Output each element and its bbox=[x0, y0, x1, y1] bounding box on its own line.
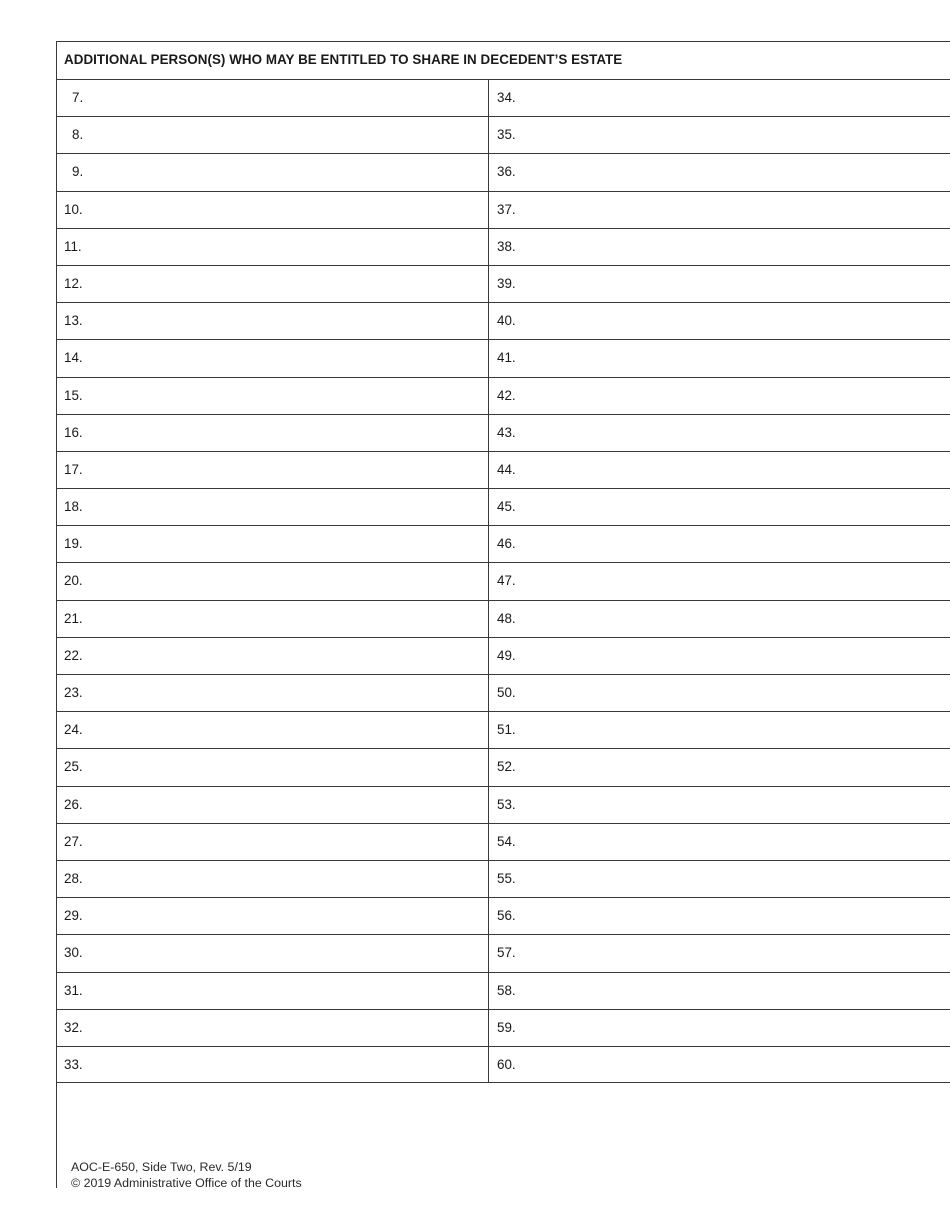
entry-number: 58. bbox=[497, 982, 516, 998]
entry-number: 33. bbox=[64, 1056, 83, 1072]
table-row bbox=[56, 488, 950, 525]
entry-field-left[interactable] bbox=[56, 1047, 489, 1082]
entry-field-right[interactable] bbox=[489, 340, 950, 376]
entry-number: 20. bbox=[64, 573, 83, 589]
entry-field-left[interactable] bbox=[56, 1010, 489, 1046]
entry-field-right[interactable] bbox=[489, 378, 950, 414]
entry-field-left[interactable] bbox=[56, 935, 489, 971]
entry-number: 8. bbox=[72, 127, 84, 143]
entry-number: 23. bbox=[64, 685, 83, 700]
entry-field-right[interactable] bbox=[489, 563, 950, 599]
entry-number: 25. bbox=[64, 759, 83, 775]
table-row bbox=[56, 191, 950, 228]
entry-field-left[interactable] bbox=[56, 154, 489, 190]
entry-field-left[interactable] bbox=[56, 266, 489, 302]
entry-number: 19. bbox=[64, 536, 83, 552]
entry-field-right[interactable] bbox=[489, 824, 950, 860]
form-footer bbox=[71, 1159, 302, 1191]
entry-number: 36. bbox=[497, 164, 516, 180]
entry-field-left[interactable] bbox=[56, 452, 489, 488]
entry-field-left[interactable] bbox=[56, 378, 489, 414]
entry-field-left[interactable] bbox=[56, 563, 489, 599]
entry-field-left[interactable] bbox=[56, 117, 489, 153]
entry-number: 46. bbox=[497, 536, 516, 552]
entry-field-left[interactable] bbox=[56, 787, 489, 823]
table-row bbox=[56, 786, 950, 823]
entry-field-right[interactable] bbox=[489, 229, 950, 265]
entry-number: 30. bbox=[64, 945, 83, 961]
entry-field-right[interactable] bbox=[489, 675, 950, 711]
entry-field-left[interactable] bbox=[56, 526, 489, 562]
entry-field-left[interactable] bbox=[56, 973, 489, 1009]
table-row bbox=[56, 153, 950, 190]
entry-number: 53. bbox=[497, 796, 516, 812]
table-row bbox=[56, 711, 950, 748]
table-row bbox=[56, 823, 950, 860]
entry-number: 38. bbox=[497, 238, 516, 254]
entry-field-right[interactable] bbox=[489, 452, 950, 488]
entry-number: 18. bbox=[64, 499, 83, 515]
entry-field-right[interactable] bbox=[489, 266, 950, 302]
section-title: ADDITIONAL PERSON(S) WHO MAY BE ENTITLED TO SHARE IN DECEDENT’S ESTATE bbox=[64, 52, 623, 67]
table-row bbox=[56, 748, 950, 785]
entry-number: 31. bbox=[64, 982, 83, 998]
entry-field-right[interactable] bbox=[489, 712, 950, 748]
entry-number: 15. bbox=[64, 387, 83, 403]
entry-field-right[interactable] bbox=[489, 638, 950, 674]
entry-number: 22. bbox=[64, 647, 83, 663]
entry-number: 10. bbox=[64, 201, 83, 217]
entry-number: 32. bbox=[64, 1019, 83, 1035]
entry-field-left[interactable] bbox=[56, 229, 489, 265]
entry-number: 40. bbox=[497, 313, 516, 329]
table-row bbox=[56, 525, 950, 562]
entry-number: 45. bbox=[497, 499, 516, 515]
entry-field-right[interactable] bbox=[489, 489, 950, 525]
entry-number: 26. bbox=[64, 796, 83, 812]
entry-field-left[interactable] bbox=[56, 340, 489, 376]
entry-number: 9. bbox=[72, 164, 84, 180]
entry-number: 41. bbox=[497, 350, 516, 366]
table-row bbox=[56, 637, 950, 674]
entry-number: 12. bbox=[64, 275, 83, 291]
entry-field-right[interactable] bbox=[489, 935, 950, 971]
table-row bbox=[56, 302, 950, 339]
entry-number: 27. bbox=[64, 833, 83, 849]
entry-number: 11. bbox=[64, 238, 82, 254]
entry-number: 37. bbox=[497, 201, 516, 217]
entry-field-right[interactable] bbox=[489, 154, 950, 190]
entry-field-right[interactable] bbox=[489, 192, 950, 228]
table-row bbox=[56, 972, 950, 1009]
entry-field-left[interactable] bbox=[56, 638, 489, 674]
entry-field-right[interactable] bbox=[489, 526, 950, 562]
entry-number: 48. bbox=[497, 610, 516, 626]
entry-number: 39. bbox=[497, 275, 516, 291]
entry-number: 29. bbox=[64, 908, 83, 924]
entry-field-left[interactable] bbox=[56, 712, 489, 748]
table-row bbox=[56, 339, 950, 376]
entry-number: 60. bbox=[497, 1056, 516, 1072]
form-id: AOC-E-650, Side Two, Rev. 5/19 bbox=[71, 1160, 252, 1174]
entry-field-right[interactable] bbox=[489, 1010, 950, 1046]
table-row bbox=[56, 1009, 950, 1046]
entry-number: 56. bbox=[497, 908, 516, 924]
entry-number: 42. bbox=[497, 387, 516, 403]
entry-field-right[interactable] bbox=[489, 80, 950, 116]
table-row bbox=[56, 377, 950, 414]
entry-number: 54. bbox=[497, 833, 516, 849]
table-row bbox=[56, 414, 950, 451]
table-row bbox=[56, 1046, 950, 1083]
entry-number: 55. bbox=[497, 870, 516, 886]
table-row bbox=[56, 674, 950, 711]
entry-number: 52. bbox=[497, 759, 516, 775]
table-row bbox=[56, 79, 950, 116]
entry-field-right[interactable] bbox=[489, 749, 950, 785]
entry-field-left[interactable] bbox=[56, 749, 489, 785]
top-rule bbox=[56, 41, 950, 42]
entry-number: 7. bbox=[72, 90, 84, 105]
table-row bbox=[56, 897, 950, 934]
entry-number: 49. bbox=[497, 647, 516, 663]
entry-number: 50. bbox=[497, 685, 516, 700]
entry-field-left[interactable] bbox=[56, 192, 489, 228]
entry-field-left[interactable] bbox=[56, 415, 489, 451]
entry-number: 17. bbox=[64, 461, 83, 477]
entry-field-right[interactable] bbox=[489, 303, 950, 339]
entry-number: 21. bbox=[64, 610, 83, 626]
entry-field-right[interactable] bbox=[489, 861, 950, 897]
entry-field-left[interactable] bbox=[56, 675, 489, 711]
table-row bbox=[56, 116, 950, 153]
copyright: © 2019 Administrative Office of the Courts bbox=[71, 1176, 302, 1190]
entry-field-right[interactable] bbox=[489, 601, 950, 637]
table-row bbox=[56, 228, 950, 265]
entry-number: 57. bbox=[497, 945, 516, 961]
entry-number: 28. bbox=[64, 870, 83, 886]
entry-number: 14. bbox=[64, 350, 83, 366]
entry-field-left[interactable] bbox=[56, 824, 489, 860]
table-row bbox=[56, 562, 950, 599]
table-row bbox=[56, 600, 950, 637]
entry-field-left[interactable] bbox=[56, 80, 489, 116]
entry-field-left[interactable] bbox=[56, 303, 489, 339]
entry-field-left[interactable] bbox=[56, 898, 489, 934]
entry-number: 34. bbox=[497, 90, 516, 105]
entry-number: 59. bbox=[497, 1019, 516, 1035]
entry-number: 51. bbox=[497, 722, 516, 738]
table-row bbox=[56, 860, 950, 897]
table-row bbox=[56, 934, 950, 971]
entry-field-right[interactable] bbox=[489, 117, 950, 153]
entry-field-left[interactable] bbox=[56, 601, 489, 637]
table-row bbox=[56, 265, 950, 302]
entry-field-right[interactable] bbox=[489, 898, 950, 934]
entry-number: 13. bbox=[64, 313, 83, 329]
entry-number: 47. bbox=[497, 573, 516, 589]
table-row bbox=[56, 451, 950, 488]
entry-field-right[interactable] bbox=[489, 1047, 950, 1082]
entry-number: 35. bbox=[497, 127, 516, 143]
entry-number: 43. bbox=[497, 424, 516, 440]
entry-field-left[interactable] bbox=[56, 861, 489, 897]
entry-number: 44. bbox=[497, 461, 516, 477]
entry-field-right[interactable] bbox=[489, 787, 950, 823]
entry-field-left[interactable] bbox=[56, 489, 489, 525]
entry-field-right[interactable] bbox=[489, 415, 950, 451]
entry-number: 16. bbox=[64, 424, 83, 440]
entry-field-right[interactable] bbox=[489, 973, 950, 1009]
persons-table bbox=[56, 79, 950, 1083]
entry-number: 24. bbox=[64, 722, 83, 738]
